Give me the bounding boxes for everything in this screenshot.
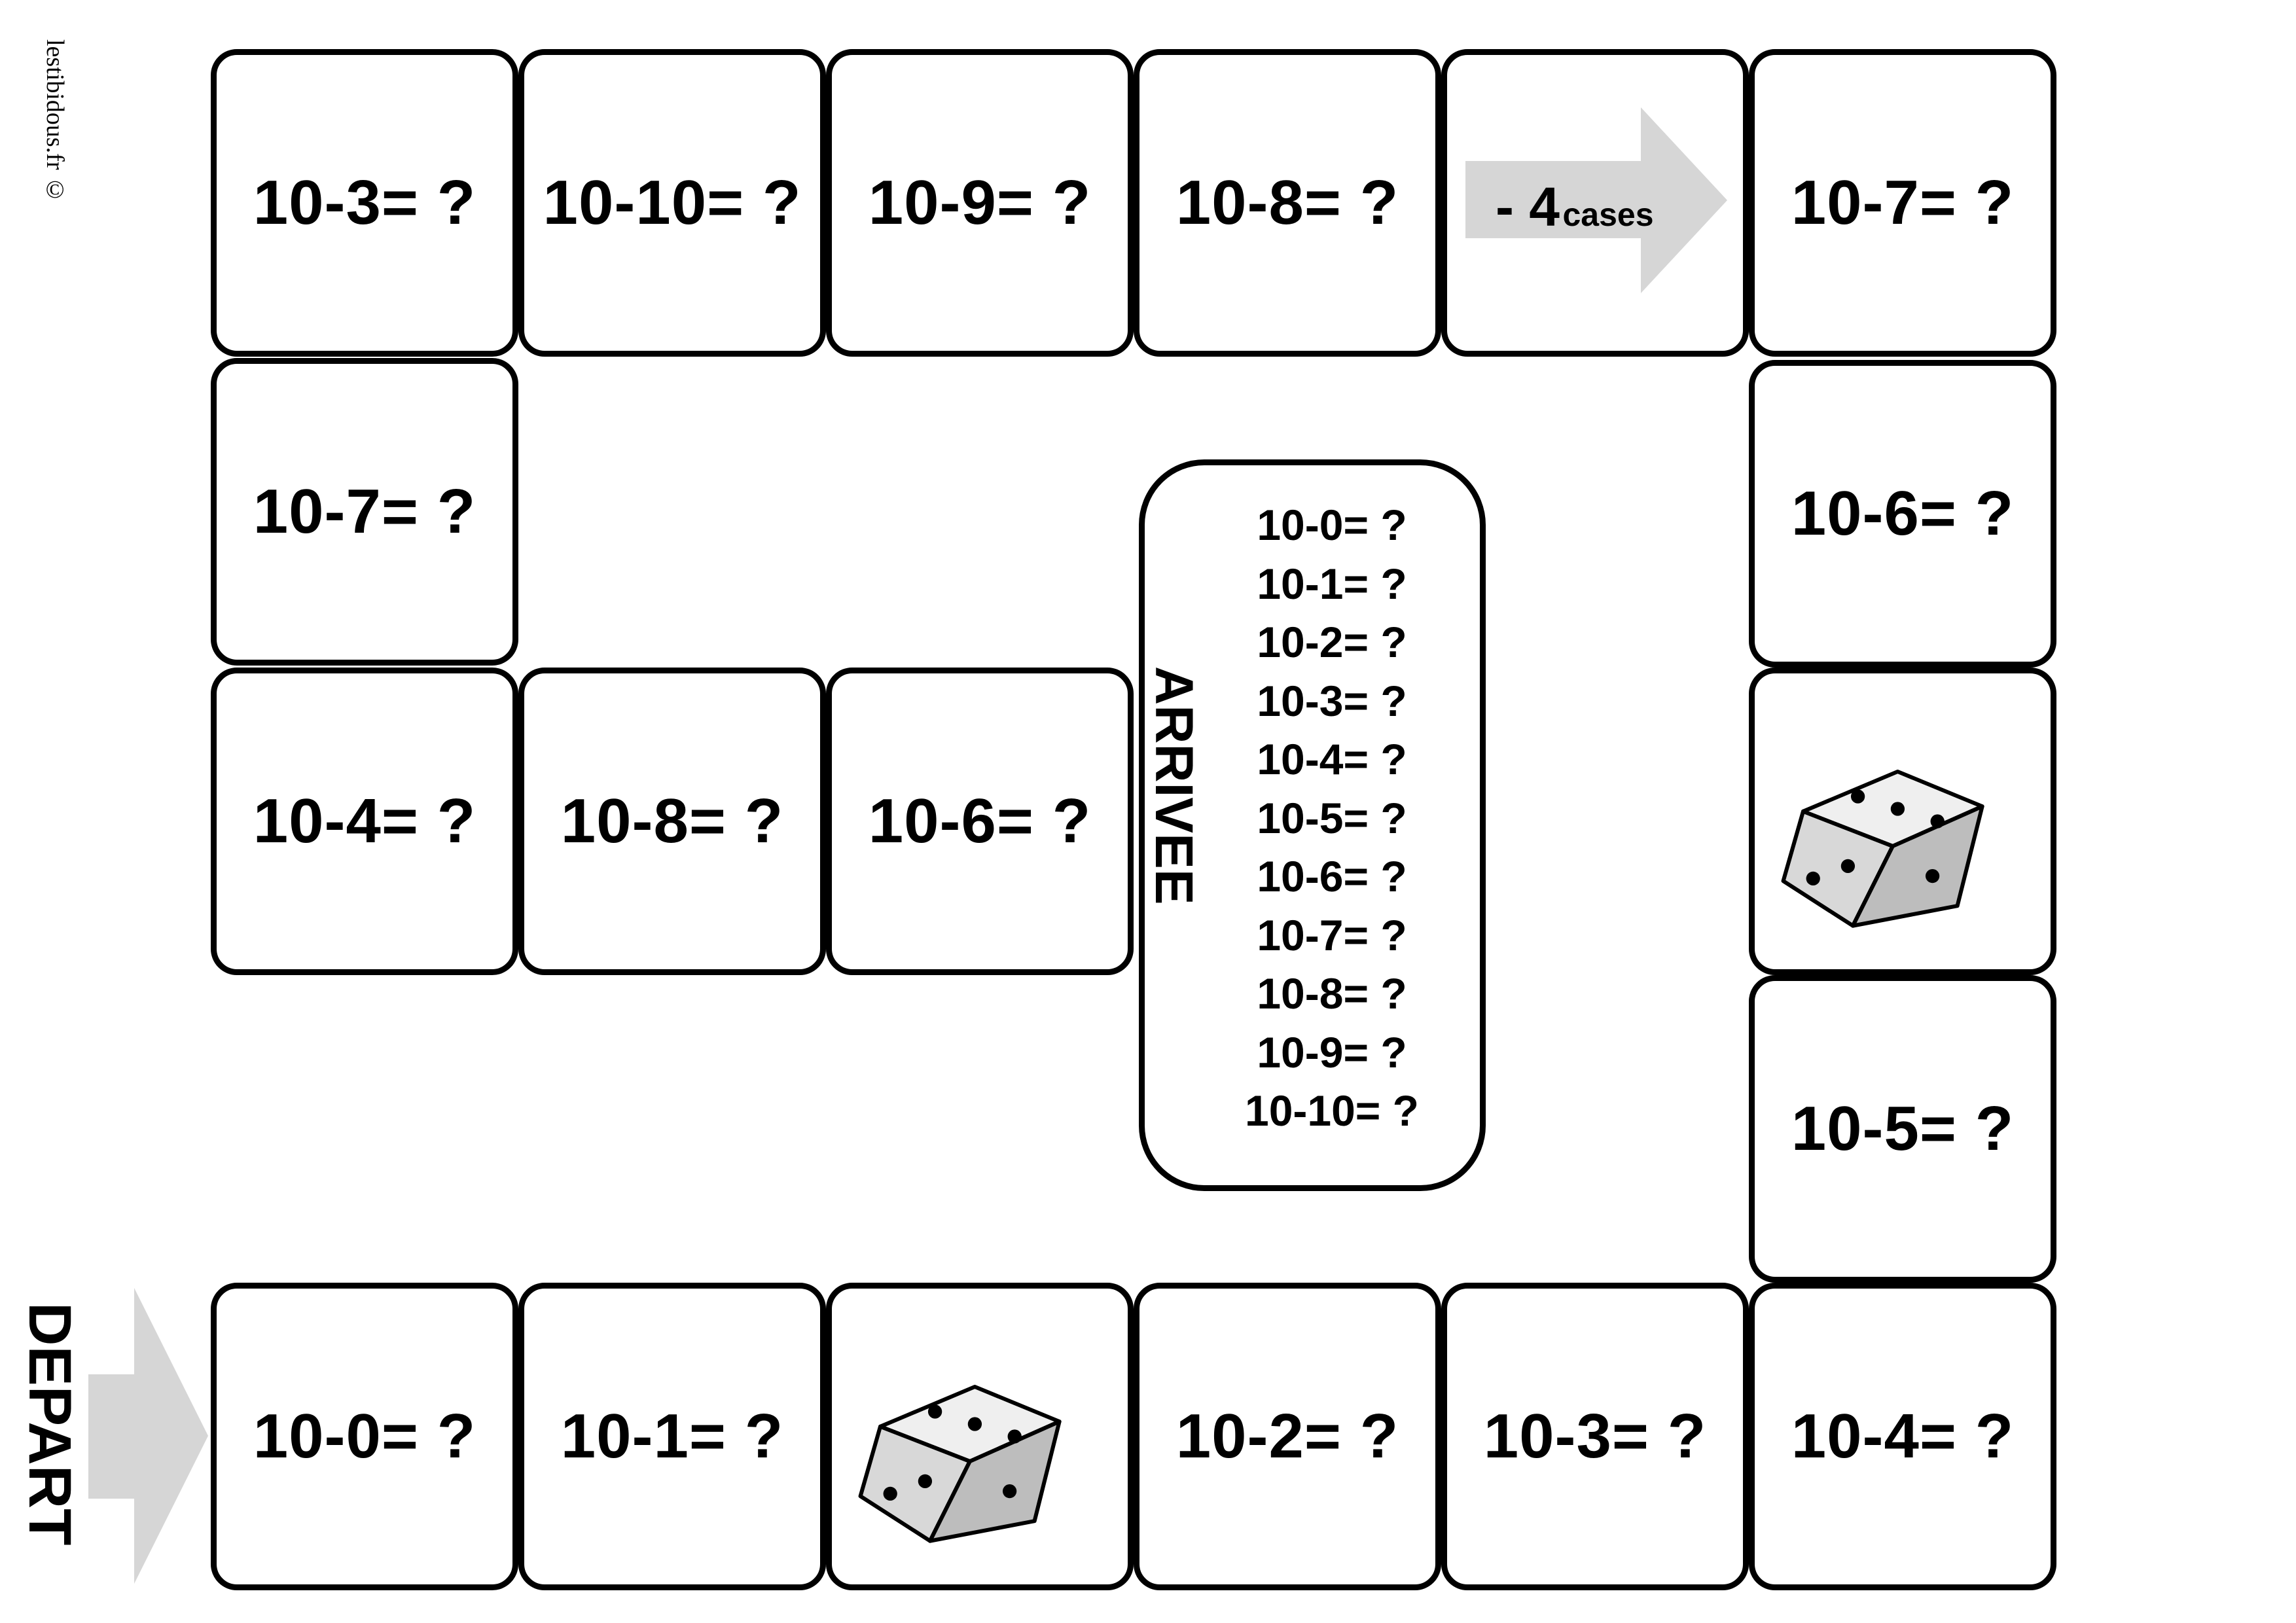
finish-list-item: 10-3= ? xyxy=(1257,676,1407,725)
board-square xyxy=(1441,1283,1749,1590)
finish-list-item: 10-6= ? xyxy=(1257,852,1407,901)
finish-list-item: 10-0= ? xyxy=(1257,501,1407,549)
square-question: 10-4= ? xyxy=(253,786,476,856)
finish-list-item: 10-8= ? xyxy=(1257,969,1407,1018)
square-question: 10-4= ? xyxy=(1791,1401,2015,1471)
square-question: 10-10= ? xyxy=(543,168,802,238)
board-square xyxy=(1134,49,1441,357)
board-square xyxy=(518,1283,826,1590)
finish-list-item: 10-2= ? xyxy=(1257,618,1407,666)
square-question: 10-6= ? xyxy=(868,786,1092,856)
dice-square xyxy=(826,1283,1134,1590)
start-arrow-icon xyxy=(88,1288,208,1584)
square-question: 10-2= ? xyxy=(1175,1401,1399,1471)
watermark: lestibidous.fr © xyxy=(41,39,69,204)
square-question: 10-0= ? xyxy=(253,1401,476,1471)
board-square xyxy=(518,668,826,975)
board-square xyxy=(1749,360,2056,668)
finish-list-item: 10-4= ? xyxy=(1257,735,1407,783)
finish-list-item: 10-10= ? xyxy=(1245,1086,1419,1135)
square-question: 10-3= ? xyxy=(1483,1401,1707,1471)
board-square xyxy=(211,668,518,975)
board-square xyxy=(211,1283,518,1590)
move-back-label xyxy=(1496,175,1654,239)
finish-list-item: 10-5= ? xyxy=(1257,793,1407,842)
square-question: 10-6= ? xyxy=(1791,478,2015,548)
finish-list-item: 10-1= ? xyxy=(1257,559,1407,608)
board-square xyxy=(211,49,518,357)
board-square xyxy=(1749,1283,2056,1590)
board-square xyxy=(1749,49,2056,357)
dice-icon xyxy=(855,1312,1104,1561)
square-question: 10-7= ? xyxy=(1791,168,2015,238)
finish-list-item: 10-7= ? xyxy=(1257,910,1407,959)
square-question: 10-3= ? xyxy=(253,168,476,238)
board-square xyxy=(1134,1283,1441,1590)
square-question: 10-8= ? xyxy=(560,786,784,856)
board-square xyxy=(826,668,1134,975)
square-question: 10-5= ? xyxy=(1791,1094,2015,1164)
dice-square xyxy=(1749,668,2056,975)
start-label: DEPART xyxy=(16,1302,83,1546)
board-square xyxy=(1749,975,2056,1283)
move-unit: cases xyxy=(1562,196,1654,233)
finish-label: ARRIVEE xyxy=(1144,666,1204,905)
square-question: 10-8= ? xyxy=(1175,168,1399,238)
move-amount: - 4 xyxy=(1496,176,1560,238)
board-square xyxy=(211,358,518,666)
square-question: 10-7= ? xyxy=(253,476,476,546)
board-square xyxy=(826,49,1134,357)
finish-list-item: 10-9= ? xyxy=(1257,1027,1407,1077)
board-square xyxy=(518,49,826,357)
square-question: 10-1= ? xyxy=(560,1401,784,1471)
dice-icon xyxy=(1778,697,2027,946)
finish-list xyxy=(1217,496,1446,1141)
square-question: 10-9= ? xyxy=(868,168,1092,238)
